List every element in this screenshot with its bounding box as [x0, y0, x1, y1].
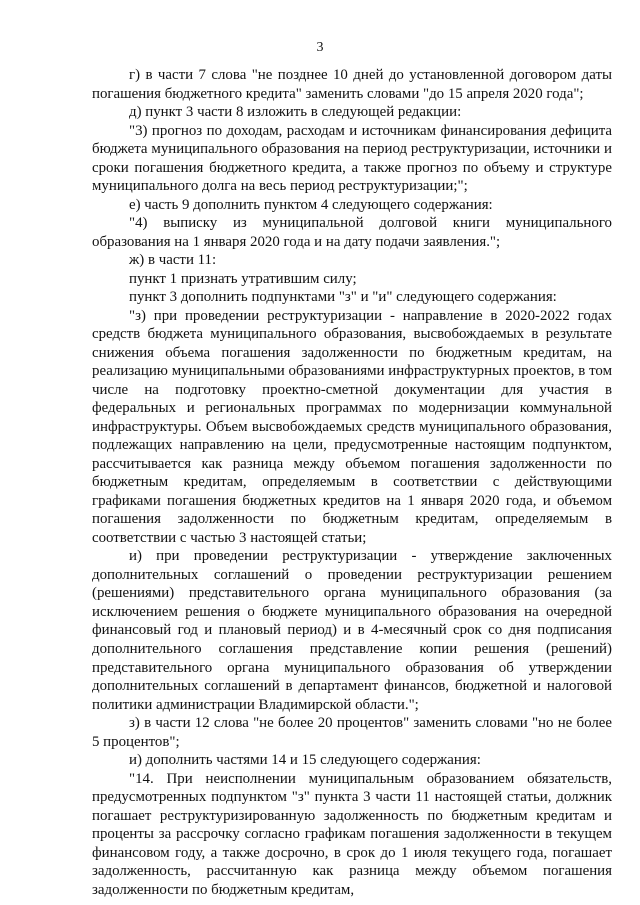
paragraph-subitem-z: "з) при проведении реструктуризации - направление в 2020-2022 годах средств бюджета муниципального образования, высвобождаемых в результате снижения объема погашения задолженности по бюджетным кредитам, на реализацию муниципальными образованиями инфраструктурных проектов, в том числе на подготовку проектно-сметной документации для участия в федеральных и региональных программах по модернизации коммунальной инфраструктуры. Объем высвобождаемых средств муниципального образования, подлежащих направлению на цели, предусмотренные настоящим подпунктом, рассчитывается как разница между объемом погашения задолженности по бюджетным кредитам, определяемым в соответствии с действующими графиками погашения бюджетных кредитов на 1 января 2020 года, и объемом погашения задолженности по бюджетным кредитам, определяемым в соответствии с частью 3 настоящей статьи; [92, 307, 612, 546]
paragraph-item-1-void: пункт 1 признать утратившим силу; [129, 270, 357, 287]
paragraph-amendment-i: и) дополнить частями 14 и 15 следующего содержания: [129, 752, 481, 769]
paragraph-new-item-3: "3) прогноз по доходам, расходам и источникам финансирования дефицита бюджета муниципального образования на период реструктуризации, источники и сроки погашения бюджетного кредита, а также прогноз по объему и структуре муниципального долга на весь период реструктуризации;"; [92, 122, 612, 195]
paragraph-amendment-e: е) часть 9 дополнить пунктом 4 следующего содержания: [129, 196, 493, 213]
paragraph-amendment-zh: ж) в части 11: [129, 252, 217, 269]
paragraph-part-14: "14. При неисполнении муниципальным образованием обязательств, предусмотренных подпунктом "з" пункта 3 части 11 настоящей статьи, должник погашает реструктуризированную задолженность по бюджетным кредитам и проценты за рассрочку согласно графикам погашения задолженности в текущем финансовом году, а также досрочно, в срок до 1 июля текущего года, погашает задолженность, рассчитанную как разница между объемом погашения задолженности по бюджетным кредитам, [92, 770, 612, 898]
document-body [92, 66, 612, 899]
paragraph-amendment-g: г) в части 7 слова "не позднее 10 дней до установленной договором даты погашения бюджетного кредита" заменить словами "до 15 апреля 2020 года"; [92, 67, 612, 102]
paragraph-amendment-d: д) пункт 3 части 8 изложить в следующей редакции: [129, 104, 462, 121]
page-number: 3 [316, 40, 324, 55]
paragraph-amendment-z: з) в части 12 слова "не более 20 процентов" заменить словами "но не более 5 процентов"; [92, 715, 612, 750]
paragraph-new-item-4: "4) выписку из муниципальной долговой книги муниципального образования на 1 января 2020 года и на дату подачи заявления."; [92, 215, 612, 250]
paragraph-subitem-i: и) при проведении реструктуризации - утверждение заключенных дополнительных соглашений о проведении реструктуризации решением (решениями) представительного органа муниципального образования (за исключением решения о бюджете муниципального образования на очередной финансовый год и плановый период) и в 4-месячный срок со дня подписания дополнительного соглашения представление копии решения (решений) представительного органа муниципального образования об утверждении дополнительных соглашений в департамент финансов, бюджетной и налоговой политики администрации Владимирской области."; [92, 548, 612, 713]
paragraph-item-3-supplement: пункт 3 дополнить подпунктами "з" и "и" следующего содержания: [129, 289, 557, 306]
